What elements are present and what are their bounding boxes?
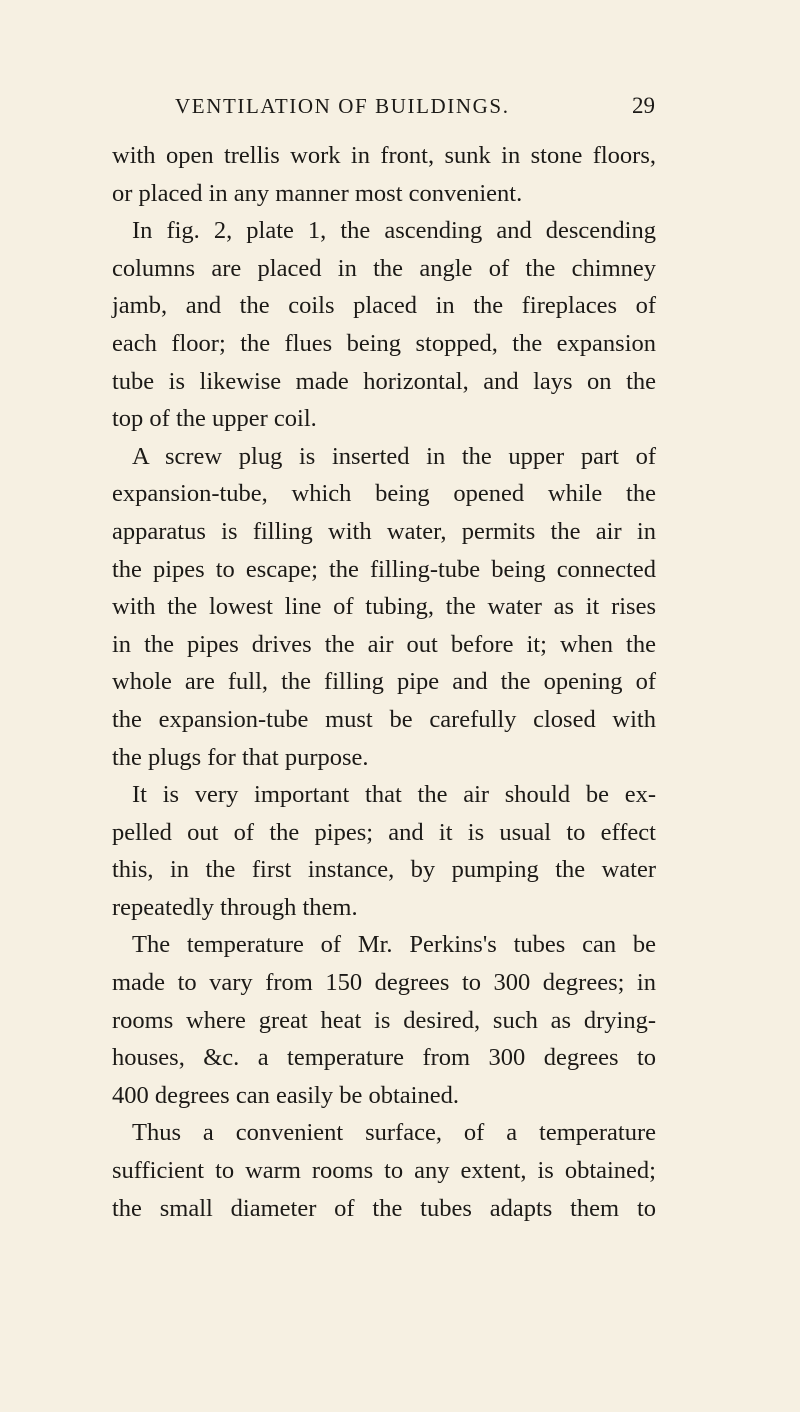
text-line: rooms where great heat is desired, such as drying- — [112, 1006, 656, 1034]
text-line: A screw plug is inserted in the upper part of — [132, 442, 656, 470]
page-number: 29 — [632, 93, 655, 118]
text-line: columns are placed in the angle of the chimney — [112, 254, 656, 282]
body-text — [112, 137, 656, 1227]
text-line: the small diameter of the tubes adapts them to — [112, 1194, 656, 1222]
running-head — [175, 94, 655, 128]
text-line: sufficient to warm rooms to any extent, is obtained; — [112, 1157, 656, 1185]
running-title: VENTILATION OF BUILDINGS. — [175, 94, 510, 118]
text-line: Thus a convenient surface, of a temperature — [132, 1119, 656, 1147]
text-line: tube is likewise made horizontal, and lays on the — [112, 367, 656, 395]
text-line: this, in the first instance, by pumping the water — [112, 856, 656, 884]
text-line: repeatedly through them. — [112, 893, 358, 921]
text-line: with open trellis work in front, sunk in stone floors, — [112, 142, 656, 169]
text-line: houses, &c. a temperature from 300 degrees to — [112, 1044, 656, 1072]
text-line: apparatus is filling with water, permits the air in — [112, 517, 656, 545]
text-line: with the lowest line of tubing, the water as it rises — [112, 593, 656, 621]
text-line: jamb, and the coils placed in the fireplaces of — [112, 292, 656, 320]
text-line: the expansion-tube must be carefully closed with — [112, 705, 656, 733]
text-line: or placed in any manner most convenient. — [112, 179, 523, 207]
text-line: the plugs for that purpose. — [112, 743, 369, 771]
text-line: top of the upper coil. — [112, 405, 317, 433]
text-line: expansion-tube, which being opened while the — [112, 480, 656, 508]
text-line: the pipes to escape; the filling-tube being connected — [112, 555, 656, 583]
text-line: each floor; the flues being stopped, the expansion — [112, 329, 656, 357]
text-line: made to vary from 150 degrees to 300 degrees; in — [112, 969, 656, 997]
text-line: pelled out of the pipes; and it is usual to effect — [112, 818, 656, 846]
text-line: It is very important that the air should be ex- — [132, 781, 656, 809]
text-line: whole are full, the filling pipe and the opening of — [112, 668, 656, 696]
text-line: The temperature of Mr. Perkins's tubes can be — [132, 931, 656, 959]
text-line: 400 degrees can easily be obtained. — [112, 1081, 459, 1109]
text-line: in the pipes drives the air out before it; when the — [112, 630, 656, 658]
text-line: In fig. 2, plate 1, the ascending and descending — [132, 217, 656, 245]
